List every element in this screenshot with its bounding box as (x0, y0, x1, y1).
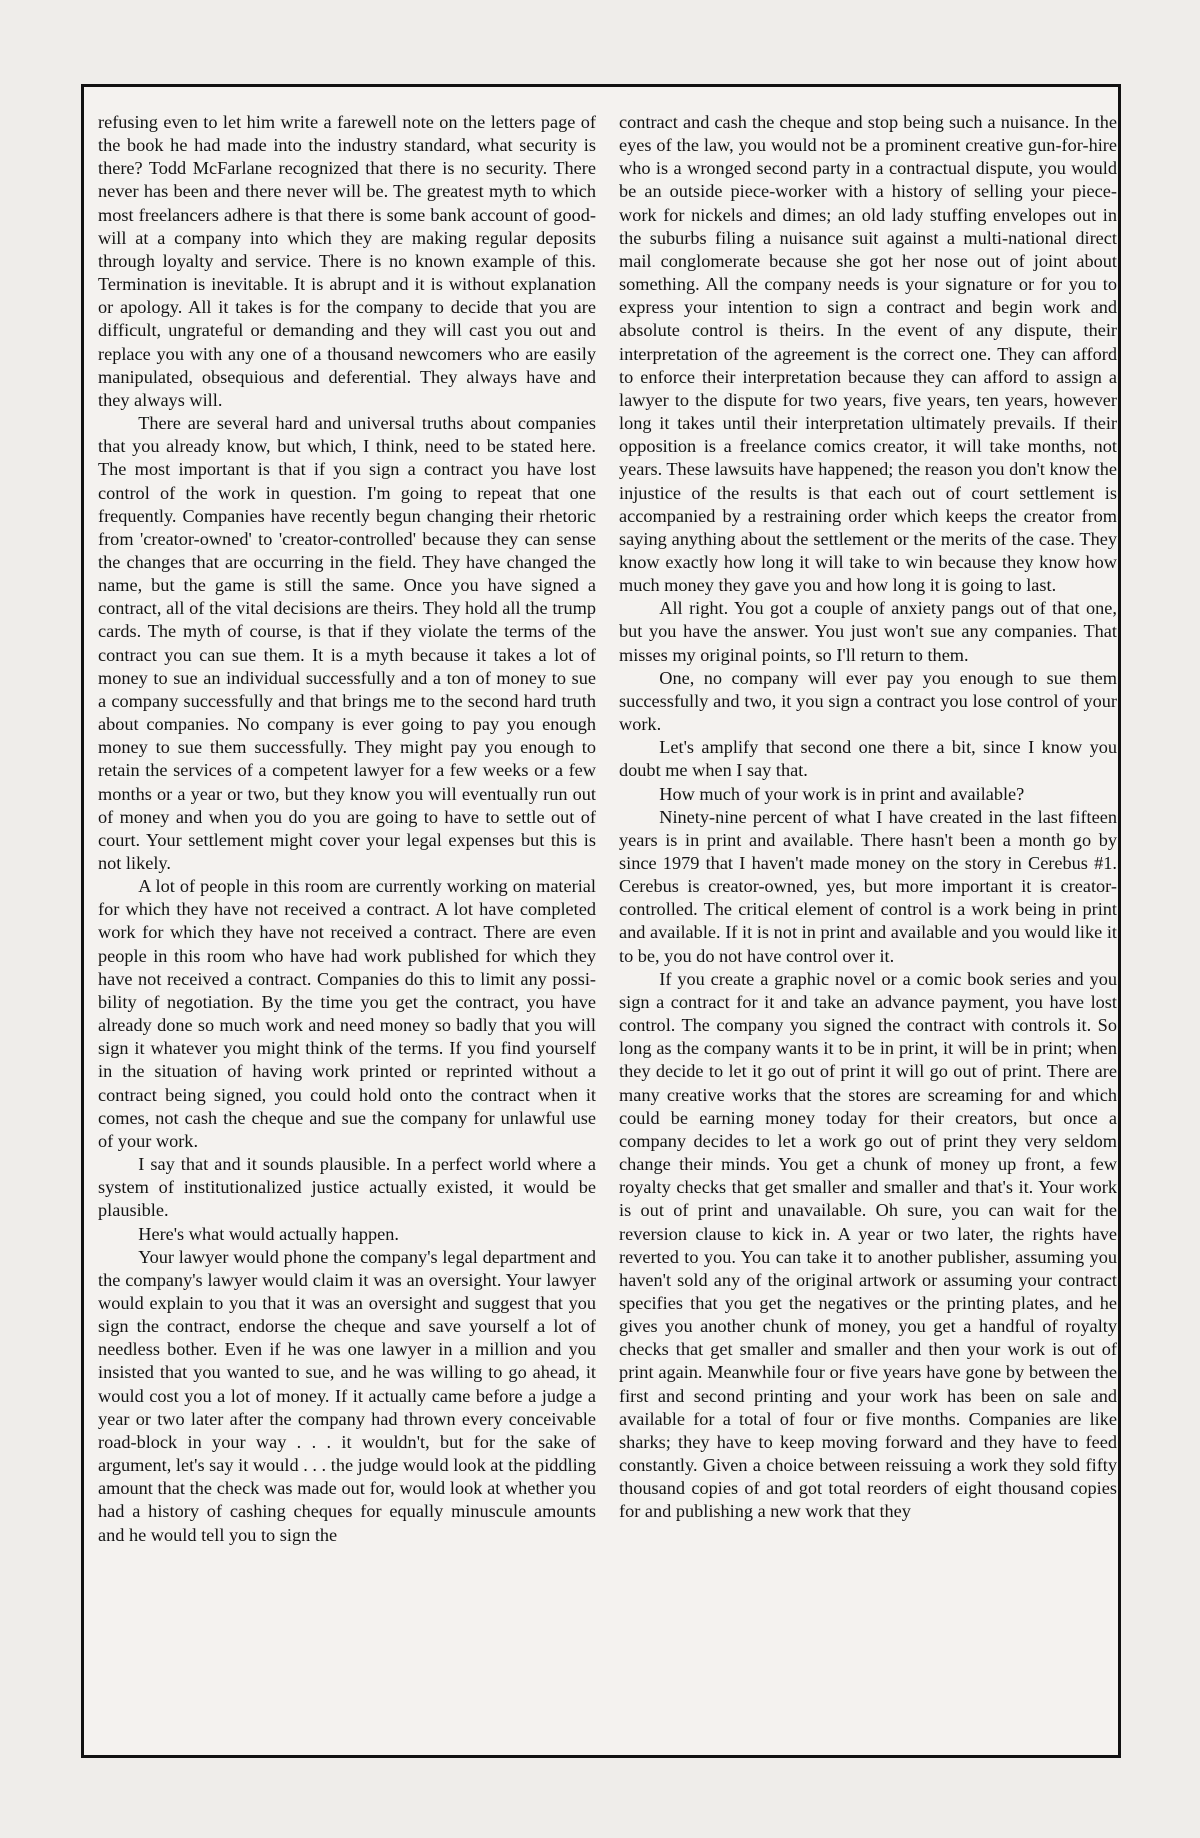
paragraph: refusing even to let him write a farewell note on the letters page of the book he had made into the industry standard, what security is there? Todd McFarlane recognized that there is no security. There never has been and there never will be. The greatest myth to which most freelancers adhere is that there is some bank account of good-will at a company into which they are making regular deposits through loyalty and service. There is no known example of this. Termination is inevitable. It is abrupt and it is without explanation or apology. All it takes is for the company to decide that you are difficult, ungrateful or demanding and they will cast you out and replace you with any one of a thousand newcomers who are easily manipulated, obsequious and deferential. They always have and they always will. (98, 112, 596, 410)
paragraph: Ninety-nine percent of what I have created in the last fifteen years is in print and available. There hasn't been a month go by since 1979 that I haven't made money on the story in Cerebus #1. Cerebus is creator-owned, yes, but more important it is creator-controlled. The critical element of control is a work being in print and available. If it is not in print and available and you would like it to be, you do not have control over it. (619, 806, 1117, 966)
paragraph: How much of your work is in print and available? (659, 783, 1025, 804)
right-column (619, 111, 1117, 1524)
paragraph: Here's what would actually happen. (138, 1223, 399, 1244)
paragraph: There are several hard and universal truths about companies that you already know, but which, I think, need to be stated here. The most important is that if you sign a contract you have lost control of the work in question. I'm going to repeat that one frequently. Companies have recently begun changing their rhetoric from 'creator-owned' to 'creator-controlled' because they can sense the changes that are occurring in the field. They have changed the name, but the game is still the same. Once you have signed a contract, all of the vital decisions are theirs. They hold all the trump cards. The myth of course, is that if they violate the terms of the contract you can sue them. It is a myth because it takes a lot of money to sue an individual successfully and a ton of money to sue a company successfully and that brings me to the second hard truth about companies. No company is ever going to pay you enough money to sue them successfully. They might pay you enough to retain the services of a competent lawyer for a few weeks or a few months or a year or two, but they know you will eventually run out of money and when you do you are going to have to settle out of court. Your settlement might cover your legal expenses but this is not likely. (98, 413, 596, 873)
paragraph: One, no company will ever pay you enough to sue them successfully and two, it you sign a contract you lose control of your work. (619, 667, 1117, 735)
paragraph: If you create a graphic novel or a comic book series and you sign a contract for it and take an advance payment, you have lost control. The company you signed the contract with controls it. So long as the company wants it to be in print, it will be in print; when they decide to let it go out of print it will go out of print. There are many creative works that the stores are screaming for and which could be earning money today for their creators, but once a company decides to let a work go out of print they very seldom change their minds. You get a chunk of money up front, a few royalty checks that get smaller and smaller and that's it. Your work is out of print and unavailable. Oh sure, you can wait for the reversion clause to kick in. A year or two later, the rights have reverted to you. You can take it to another publisher, assuming you haven't sold any of the original artwork or assuming your contract specifies that you get the negatives or the printing plates, and he gives you another chunk of money, you get a handful of royalty checks that get smaller and smaller and then your work is out of print again. Meanwhile four or five years have gone by between the first and second printing and your work has been on sale and available for a total of four or five months. Companies are like sharks; they have to keep moving forward and they have to feed constantly. Given a choice between reissuing a work they sold fifty thousand copies of and got total reorders of eight thousand copies for and publishing a new work that they (619, 968, 1117, 1522)
paragraph: All right. You got a couple of anxiety pangs out of that one, but you have the answer. You just won't sue any companies. That misses my original points, so I'll return to them. (619, 598, 1117, 665)
page-frame (81, 84, 1121, 1758)
paragraph: I say that and it sounds plausible. In a perfect world where a system of institutionalized justice actually existed, it would be plausible. (98, 1154, 596, 1221)
paragraph: A lot of people in this room are currently working on material for which they have not received a contract. A lot have completed work for which they have not received a contract. There are even people in this room who have had work published for which they have not received a contract. Companies do this to limit any possibility of negotiation. By the time you get the contract, you have already done so much work and need money so badly that you will sign it whatever you might think of the terms. If you find yourself in the situation of having work printed or reprinted without a contract being signed, you could hold onto the contract when it comes, not cash the cheque and sue the company for unlawful use of your work. (98, 876, 596, 1151)
paragraph: contract and cash the cheque and stop being such a nuisance. In the eyes of the law, you would not be a prominent creative gun-for-hire who is a wronged second party in a contractual dispute, you would be an outside piece-worker with a history of selling your piece-work for nickels and dimes; an old lady stuffing envelopes out in the suburbs filing a nuisance suit against a multi-national direct mail conglomerate because she got her nose out of joint about something. All the company needs is your signature or for you to express your intention to sign a contract and begin work and absolute control is theirs. In the event of any dispute, their interpretation of the agreement is the correct one. They can afford to enforce their interpretation because they can afford to assign a lawyer to the dispute for two years, five years, ten years, however long it takes until their interpretation ultimately prevails. If their opposition is a freelance comics creator, it will take months, not years. These lawsuits have happened; the reason you don't know the injustice of the results is that each out of court settlement is accompanied by a restraining order which keeps the creator from saying anything about the settlement or the merits of the case. They know exactly how long it will take to win because they know how much money they gave you and how long it is going to last. (619, 112, 1117, 596)
left-column (98, 111, 596, 1547)
paragraph: Your lawyer would phone the company's legal department and the company's lawyer would claim it was an oversight. Your lawyer would explain to you that it was an oversight and suggest that you sign the contract, endorse the cheque and save yourself a lot of needless bother. Even if he was one lawyer in a million and you insisted that you wanted to sue, and he was willing to go ahead, it would cost you a lot of money. If it actually came before a judge a year or two later after the company had thrown every conceivable road-block in your way . . . it wouldn't, but for the sake of argument, let's say it would . . . the judge would look at the piddling amount that the check was made out for, would look at whether you had a history of cashing cheques for equally minuscule amounts and he would tell you to sign the (98, 1246, 596, 1545)
paragraph: Let's amplify that second one there a bit, since I know you doubt me when I say that. (619, 737, 1117, 781)
